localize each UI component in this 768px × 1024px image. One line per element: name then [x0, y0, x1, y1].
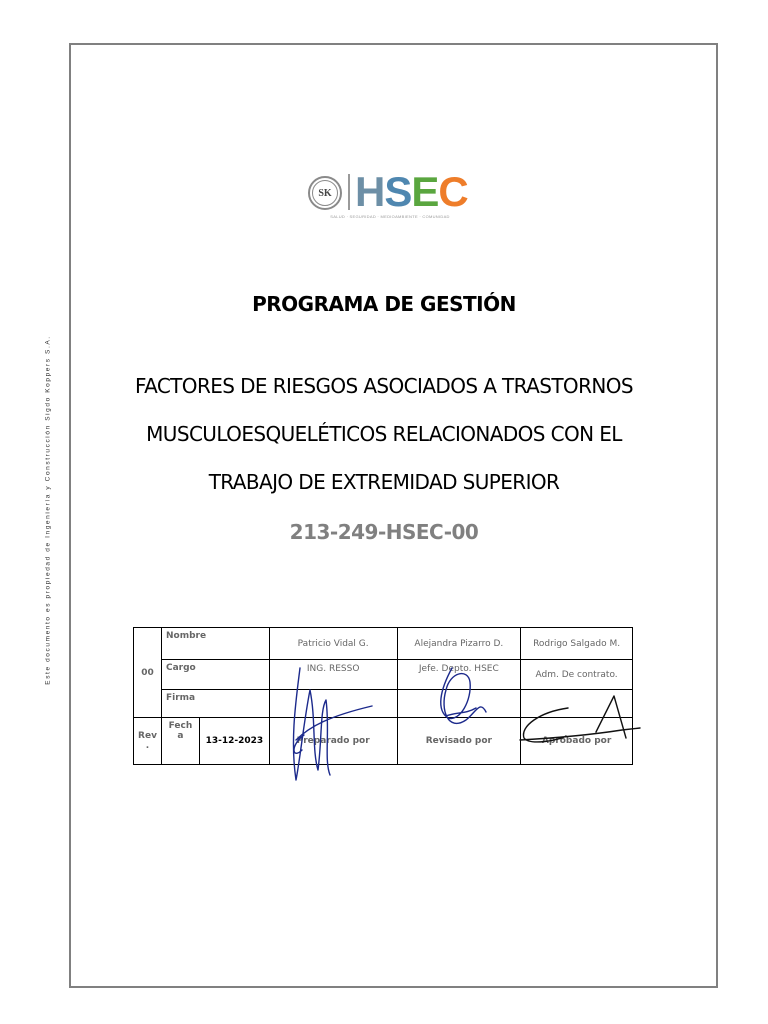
- approved-name: Rodrigo Salgado M.: [521, 628, 633, 660]
- logo-letter-c: C: [438, 168, 468, 215]
- ownership-note: Este documento es propiedad de Ingeniería y Construcción Sigdo Koppers S.A.: [44, 335, 52, 685]
- approved-signature-cell: [521, 690, 633, 718]
- label-rev: Rev .: [134, 718, 162, 765]
- revision-date: 13-12-2023: [199, 718, 269, 765]
- label-fecha: Fech a: [161, 718, 199, 765]
- prepared-signature-cell: [269, 690, 397, 718]
- label-cargo: Cargo: [161, 660, 269, 690]
- document-subtitle: [80, 362, 688, 506]
- logo-tagline: SALUD · SEGURIDAD · MEDIOAMBIENTE · COMUNIDAD: [330, 214, 450, 219]
- document-title: PROGRAMA DE GESTIÓN: [252, 292, 516, 316]
- sk-seal-text: SK: [312, 180, 338, 206]
- hsec-wordmark: [355, 168, 468, 216]
- logo-letter-h: H: [355, 168, 385, 215]
- prepared-caption: Preparado por: [269, 718, 397, 765]
- label-firma: Firma: [161, 690, 269, 718]
- prepared-role: ING. RESSO: [269, 660, 397, 690]
- sk-seal-icon: [308, 176, 342, 210]
- logo-letter-s: S: [384, 168, 412, 215]
- reviewed-role: Jefe. Depto. HSEC: [397, 660, 521, 690]
- reviewed-signature-cell: [397, 690, 521, 718]
- approved-caption: Aprobado por: [521, 718, 633, 765]
- hsec-logo: [308, 168, 468, 224]
- rev-number: 00: [134, 628, 162, 718]
- label-nombre: Nombre: [161, 628, 269, 660]
- prepared-name: Patricio Vidal G.: [269, 628, 397, 660]
- subtitle-line-2: MUSCULOESQUELÉTICOS RELACIONADOS CON EL: [146, 422, 622, 446]
- reviewed-caption: Revisado por: [397, 718, 521, 765]
- approved-role: Adm. De contrato.: [521, 660, 633, 690]
- reviewed-name: Alejandra Pizarro D.: [397, 628, 521, 660]
- logo-letter-e: E: [411, 168, 439, 215]
- approval-table: [133, 627, 633, 765]
- logo-divider: [348, 174, 350, 210]
- document-code: 213-249-HSEC-00: [289, 520, 479, 544]
- subtitle-line-3: TRABAJO DE EXTREMIDAD SUPERIOR: [208, 470, 560, 494]
- subtitle-line-1: FACTORES DE RIESGOS ASOCIADOS A TRASTORNOS: [135, 374, 633, 398]
